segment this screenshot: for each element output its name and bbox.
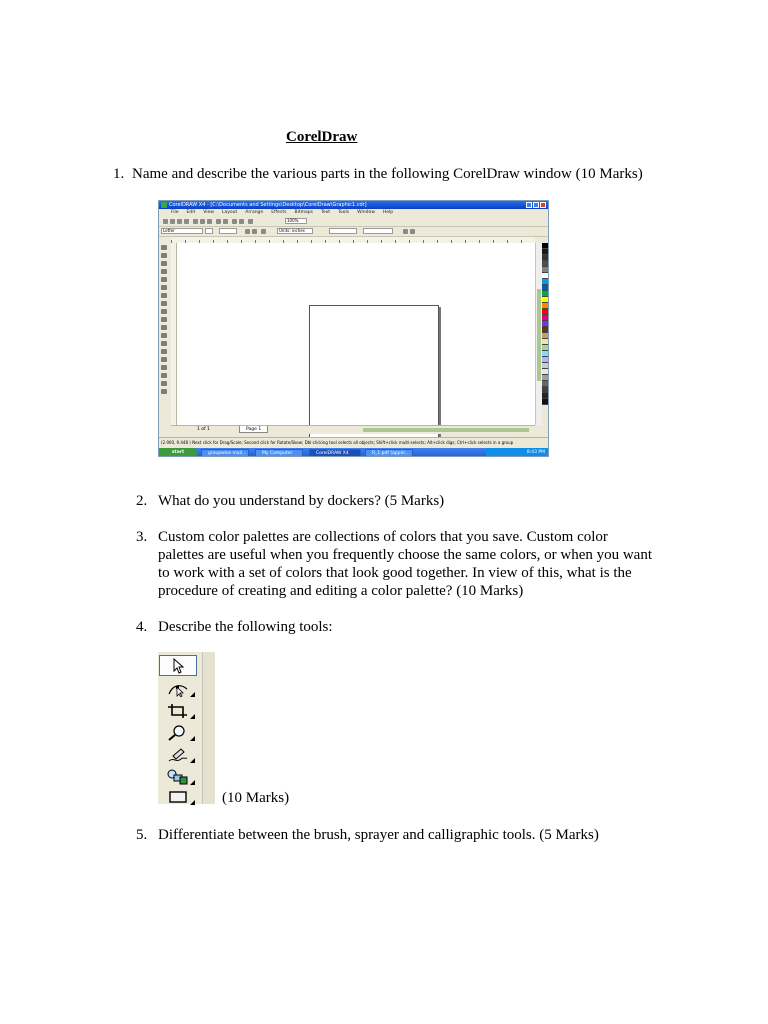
horizontal-scrollbar[interactable] xyxy=(363,428,529,432)
toolbox-image xyxy=(158,652,215,804)
question-text-line: palettes are useful when you frequently choose the same colors, or when you want xyxy=(158,547,653,563)
duplicate-distance-field[interactable] xyxy=(363,228,393,234)
menu-tools[interactable]: Tools xyxy=(338,210,350,215)
menu-file[interactable]: File xyxy=(171,210,179,215)
zoom-level-field[interactable]: 100% xyxy=(285,218,307,224)
menu-help[interactable]: Help xyxy=(382,210,394,215)
start-button[interactable]: start xyxy=(159,448,197,457)
redo-icon[interactable] xyxy=(223,219,228,224)
options-icon[interactable] xyxy=(410,229,415,234)
fill-tool-icon[interactable] xyxy=(161,381,167,386)
crop-tool-icon[interactable] xyxy=(161,261,167,266)
flyout-arrow-icon xyxy=(190,800,195,805)
page-tab[interactable]: Page 1 xyxy=(239,426,268,433)
pick-tool-icon[interactable] xyxy=(161,245,167,250)
taskbar-item[interactable]: CorelDRAW X4 xyxy=(309,449,361,457)
drawing-window[interactable] xyxy=(177,243,535,425)
maximize-icon[interactable] xyxy=(533,202,539,208)
print-icon[interactable] xyxy=(184,219,189,224)
paper-size-field[interactable] xyxy=(205,228,213,234)
copy-icon[interactable] xyxy=(200,219,205,224)
taskbar-item[interactable]: R_1.pdf (applic... xyxy=(365,449,413,457)
minimize-icon[interactable] xyxy=(526,202,532,208)
smart-fill-tool-icon[interactable] xyxy=(159,766,197,787)
windows-taskbar xyxy=(159,448,548,457)
shape-tool-icon[interactable] xyxy=(161,253,167,258)
new-icon[interactable] xyxy=(163,219,168,224)
coreldraw-app-icon xyxy=(161,202,167,208)
paper-dimensions-field[interactable] xyxy=(219,228,237,234)
dimension-tool-icon[interactable] xyxy=(161,341,167,346)
pick-tool-icon[interactable] xyxy=(159,655,197,676)
all-pages-icon[interactable] xyxy=(261,229,266,234)
color-swatch[interactable] xyxy=(542,399,548,405)
document-title: CorelDraw xyxy=(286,129,358,145)
menu-effects[interactable]: Effects xyxy=(271,210,287,215)
save-icon[interactable] xyxy=(177,219,182,224)
menu-bar xyxy=(159,209,548,217)
export-icon[interactable] xyxy=(239,219,244,224)
standard-toolbar xyxy=(159,217,548,227)
flyout-arrow-icon xyxy=(190,714,195,719)
menu-bitmaps[interactable]: Bitmaps xyxy=(294,210,313,215)
question-text-line: Custom color palettes are collections of colors that you save. Custom color xyxy=(158,529,608,545)
rectangle-tool-icon[interactable] xyxy=(161,293,167,298)
import-icon[interactable] xyxy=(232,219,237,224)
application-launcher-icon[interactable] xyxy=(248,219,253,224)
question-text-line: procedure of creating and editing a color palette? (10 Marks) xyxy=(158,583,524,599)
coreldraw-window-screenshot xyxy=(158,200,549,457)
freehand-tool-icon[interactable] xyxy=(161,277,167,282)
freehand-tool-icon[interactable] xyxy=(159,744,197,765)
menu-layout[interactable]: Layout xyxy=(221,210,238,215)
toolbox xyxy=(159,243,170,433)
window-controls xyxy=(526,202,546,208)
flyout-arrow-icon xyxy=(190,758,195,763)
property-bar xyxy=(159,227,548,237)
taskbar-item[interactable]: My Computer xyxy=(255,449,303,457)
question-number: 4. xyxy=(136,619,148,635)
treat-as-filled-icon[interactable] xyxy=(403,229,408,234)
menu-window[interactable]: Window xyxy=(357,210,375,215)
toolbox-edge xyxy=(202,652,215,804)
units-field[interactable]: Units: inches xyxy=(277,228,313,234)
question-number: 2. xyxy=(136,493,148,509)
shape-tool-icon[interactable] xyxy=(159,678,197,699)
question-number: 5. xyxy=(136,827,148,843)
polygon-tool-icon[interactable] xyxy=(161,309,167,314)
question-4-marks: (10 Marks) xyxy=(222,790,290,806)
table-tool-icon[interactable] xyxy=(161,333,167,338)
landscape-icon[interactable] xyxy=(252,229,257,234)
portrait-icon[interactable] xyxy=(245,229,250,234)
text-tool-icon[interactable] xyxy=(161,325,167,330)
basic-shapes-tool-icon[interactable] xyxy=(161,317,167,322)
outline-tool-icon[interactable] xyxy=(161,373,167,378)
flyout-arrow-icon xyxy=(190,736,195,741)
smart-fill-tool-icon[interactable] xyxy=(161,285,167,290)
menu-arrange[interactable]: Arrange xyxy=(245,210,264,215)
interactive-fill-tool-icon[interactable] xyxy=(161,389,167,394)
undo-icon[interactable] xyxy=(216,219,221,224)
question-text: Name and describe the various parts in the following CorelDraw window (10 Marks) xyxy=(132,166,643,182)
taskbar-item[interactable]: groupwise mail... xyxy=(201,449,249,457)
paste-icon[interactable] xyxy=(207,219,212,224)
flyout-arrow-icon xyxy=(190,780,195,785)
menu-view[interactable]: View xyxy=(203,210,214,215)
vertical-scrollbar[interactable] xyxy=(535,243,542,425)
color-palette[interactable] xyxy=(542,243,548,433)
question-text: Differentiate between the brush, sprayer and calligraphic tools. (5 Marks) xyxy=(158,827,599,843)
nudge-distance-field[interactable] xyxy=(329,228,357,234)
document-navigator xyxy=(171,425,535,434)
connector-tool-icon[interactable] xyxy=(161,349,167,354)
menu-edit[interactable]: Edit xyxy=(186,210,196,215)
question-text-line: to work with a set of colors that look good together. In view of this, what is the xyxy=(158,565,632,581)
ellipse-tool-icon[interactable] xyxy=(161,301,167,306)
flyout-arrow-icon xyxy=(190,692,195,697)
window-title: CorelDRAW X4 - [C:\Documents and Settings\Desktop\CorelDraw\Graphic1.cdr] xyxy=(169,202,367,208)
zoom-tool-icon[interactable] xyxy=(159,722,197,743)
open-icon[interactable] xyxy=(170,219,175,224)
rectangle-tool-icon[interactable] xyxy=(159,786,197,807)
question-number: 3. xyxy=(136,529,148,545)
zoom-tool-icon[interactable] xyxy=(161,269,167,274)
interactive-blend-tool-icon[interactable] xyxy=(161,357,167,362)
status-bar: (2.900, 9.448 ) Next click for Drag/Scale; Second click for Rotate/Skew; Dbl-clicking tool selects all objects; Shift+click multi-selects; Alt+click digs; Ctrl+click selects in a group xyxy=(159,437,549,448)
page-count: 1 of 1 xyxy=(197,427,210,432)
menu-text[interactable]: Text xyxy=(320,210,331,215)
vertical-scroll-thumb[interactable] xyxy=(537,289,541,381)
paper-type-field[interactable]: Letter xyxy=(161,228,203,234)
system-tray-clock: 8:43 PM xyxy=(486,448,548,457)
close-icon[interactable] xyxy=(540,202,546,208)
question-number: 1. xyxy=(113,166,125,182)
crop-tool-icon[interactable] xyxy=(159,700,197,721)
title-bar xyxy=(159,201,548,209)
eyedropper-tool-icon[interactable] xyxy=(161,365,167,370)
question-text: What do you understand by dockers? (5 Marks) xyxy=(158,493,445,509)
question-text: Describe the following tools: xyxy=(158,619,333,635)
cut-icon[interactable] xyxy=(193,219,198,224)
